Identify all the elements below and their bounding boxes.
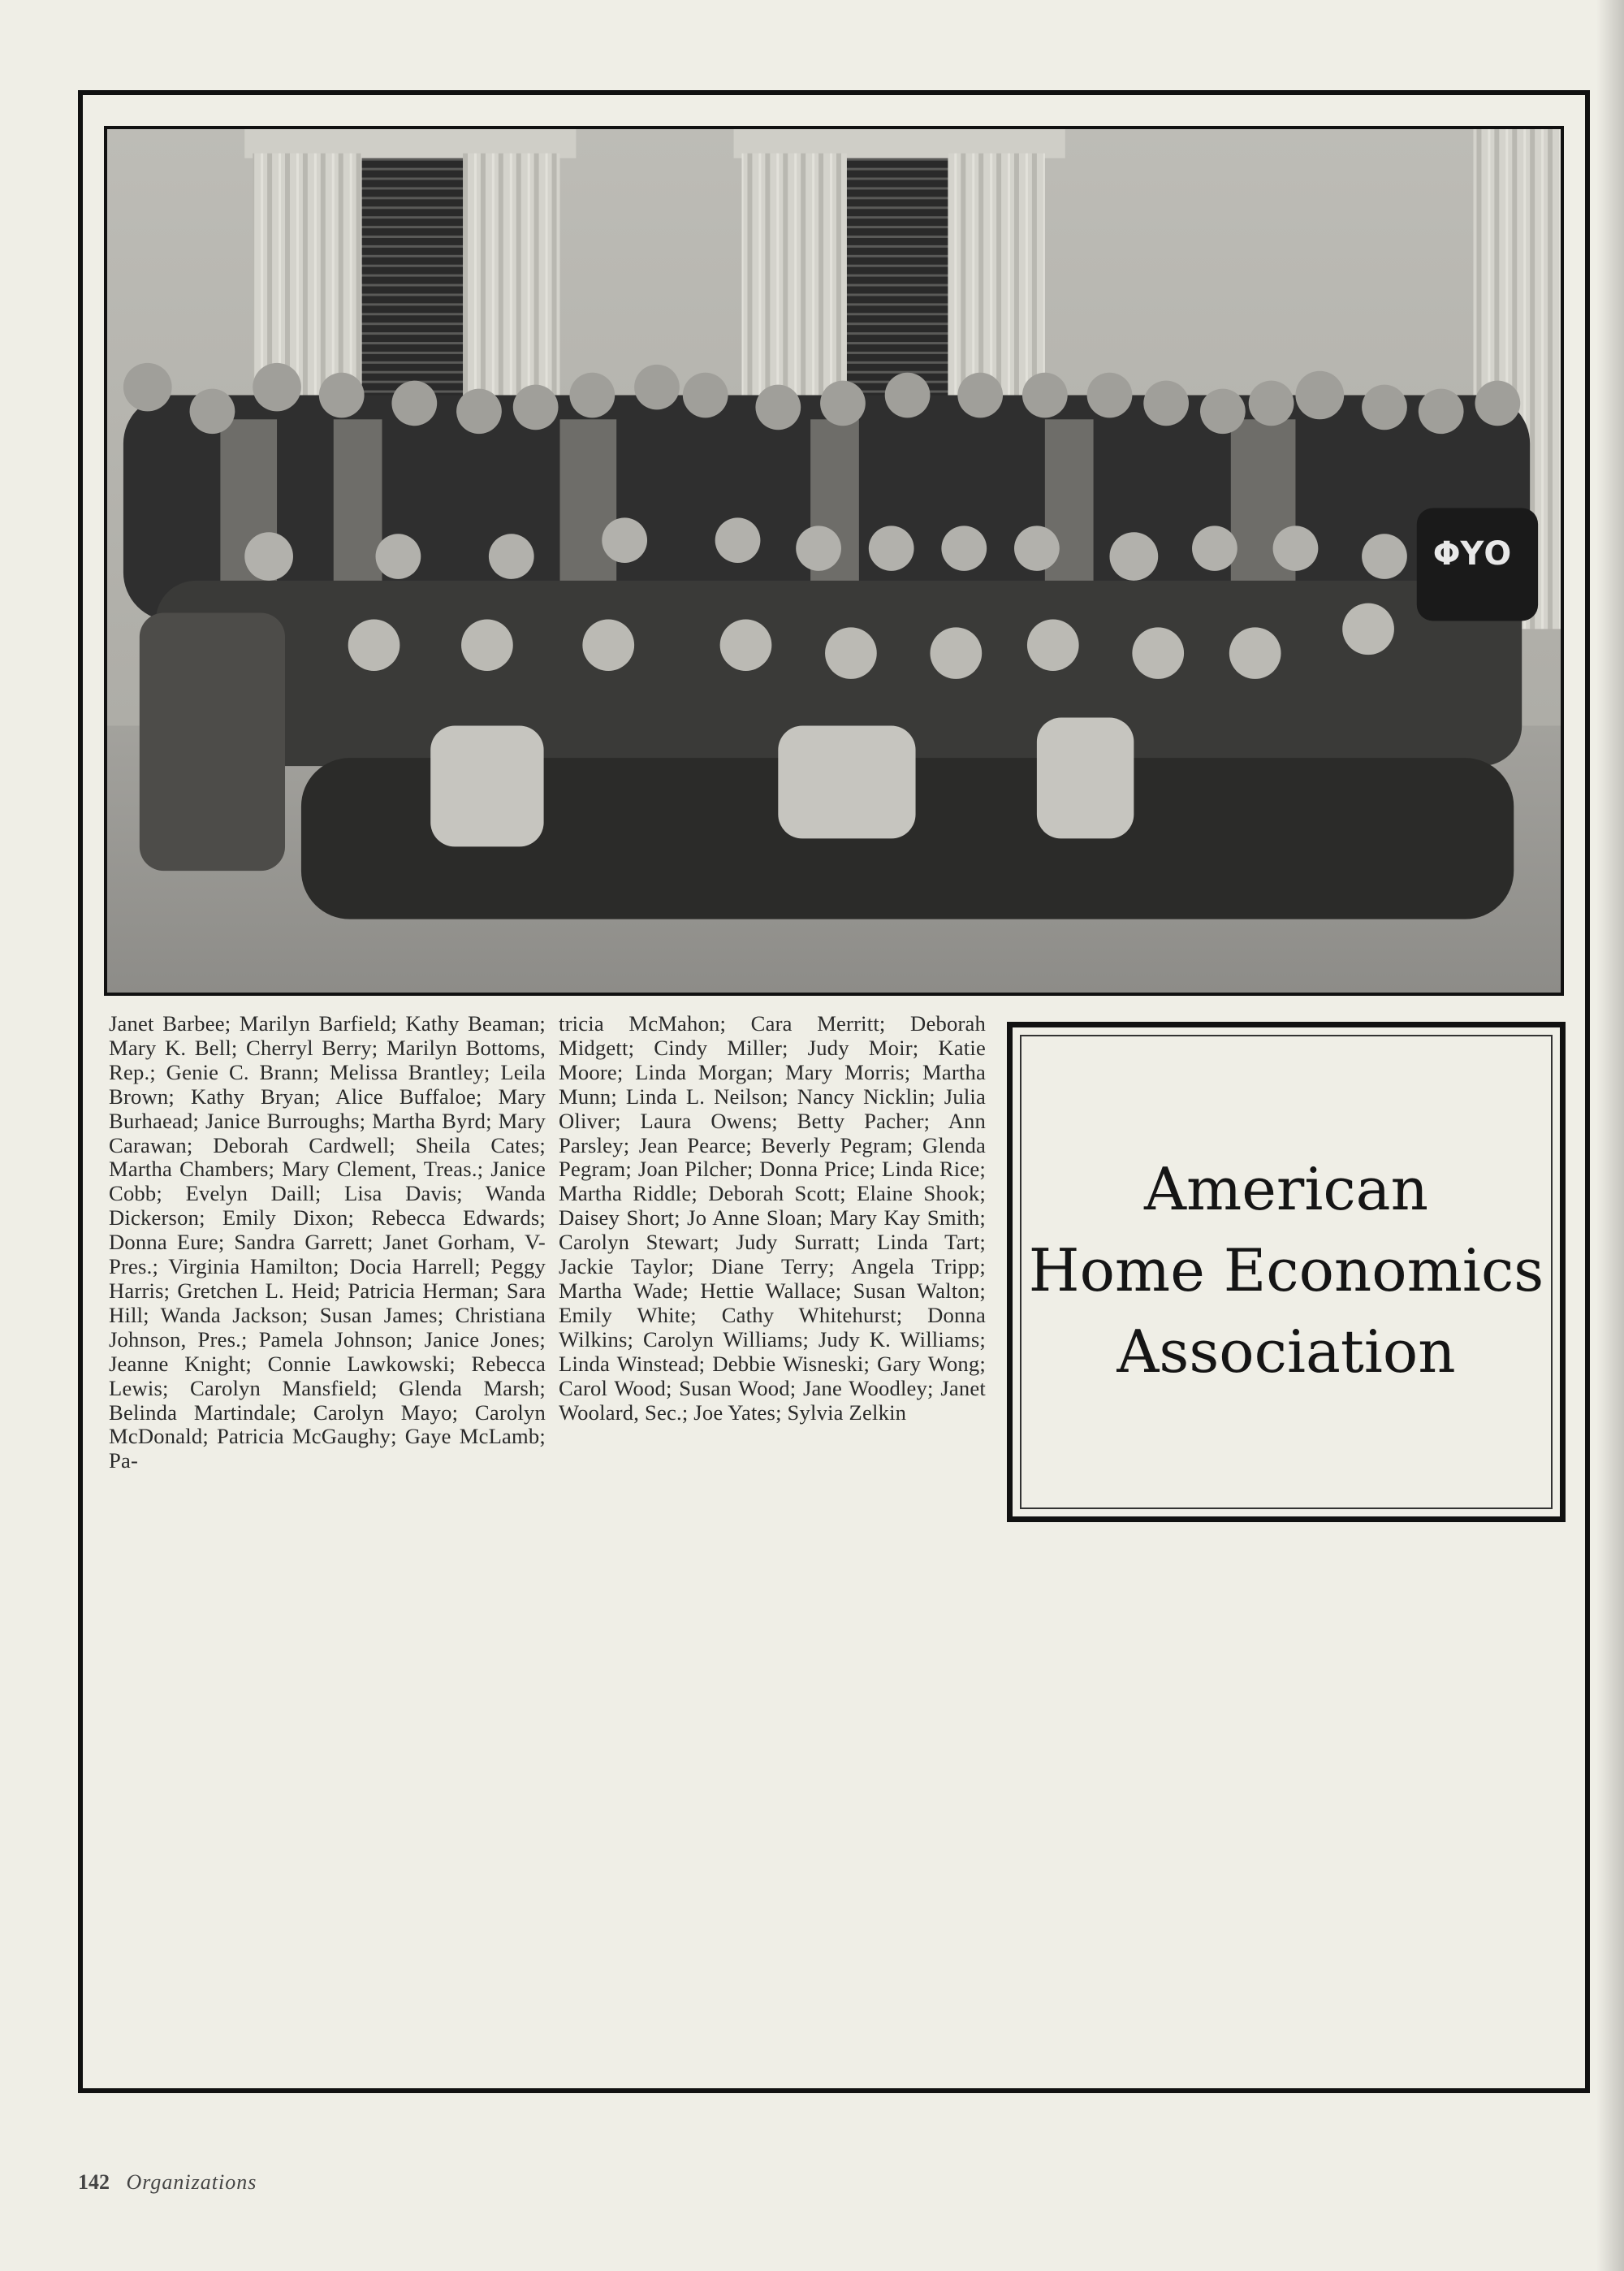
title-line-2: Home Economics [1028, 1236, 1544, 1304]
shirt-letters: ΦΥΟ [1432, 535, 1512, 573]
title-line-3: Association [1116, 1317, 1456, 1386]
group-photo [104, 126, 1564, 996]
page-number: 142 [78, 2170, 110, 2194]
organization-title [1029, 1148, 1544, 1392]
member-names-column-2: tricia McMahon; Cara Merritt; Deborah Midgett; Cindy Miller; Judy Moir; Katie Moore; Linda Morgan; Mary Morris; Martha Munn; Linda L. Neilson; Nancy Nicklin; Julia Oliver; Laura Owens; Betty Pacher; Ann Parsley; Jean Pearce; Beverly Pegram; Glenda Pegram; Joan Pilcher; Donna Price; Linda Rice; Martha Riddle; Deborah Scott; Elaine Shook; Daisey Short; Jo Anne Sloan; Mary Kay Smith; Carolyn Stewart; Judy Surratt; Linda Tart; Jackie Taylor; Diane Terry; Angela Tripp; Martha Wade; Hettie Wallace; Susan Walton; Emily White; Cathy Whitehurst; Donna Wilkins; Carolyn Williams; Judy K. Williams; Linda Winstead; Debbie Wisneski; Gary Wong; Carol Wood; Susan Wood; Jane Woodley; Janet Woolard, Sec.; Joe Yates; Sylvia Zelkin [559, 1011, 986, 1425]
section-name: Organizations [126, 2170, 257, 2194]
member-names-column-1: Janet Barbee; Marilyn Barfield; Kathy Beaman; Mary K. Bell; Cherryl Berry; Marilyn Bottoms, Rep.; Genie C. Brann; Melissa Brantley; Leila Brown; Kathy Bryan; Alice Buffaloe; Mary Burhaead; Janice Burroughs; Martha Byrd; Mary Carawan; Deborah Cardwell; Sheila Cates; Martha Chambers; Mary Clement, Treas.; Janice Cobb; Evelyn Daill; Lisa Davis; Wanda Dickerson; Emily Dixon; Rebecca Edwards; Donna Eure; Sandra Garrett; Janet Gorham, V-Pres.; Virginia Hamilton; Docia Harrell; Peggy Harris; Gretchen L. Heid; Patricia Herman; Sara Hill; Wanda Jackson; Susan James; Christiana Johnson, Pres.; Pamela Johnson; Janice Jones; Jeanne Knight; Connie Lawkowski; Rebecca Lewis; Carolyn Mansfield; Glenda Marsh; Belinda Martindale; Carolyn Mayo; Carolyn McDonald; Patricia McGaughy; Gaye McLamb; Pa- [109, 1011, 546, 1473]
page-folio [78, 2170, 257, 2195]
title-box [1007, 1022, 1566, 1522]
page-edge-shadow [1596, 0, 1624, 2271]
title-line-1: American [1144, 1155, 1428, 1223]
group-photo-illustration [107, 129, 1561, 993]
